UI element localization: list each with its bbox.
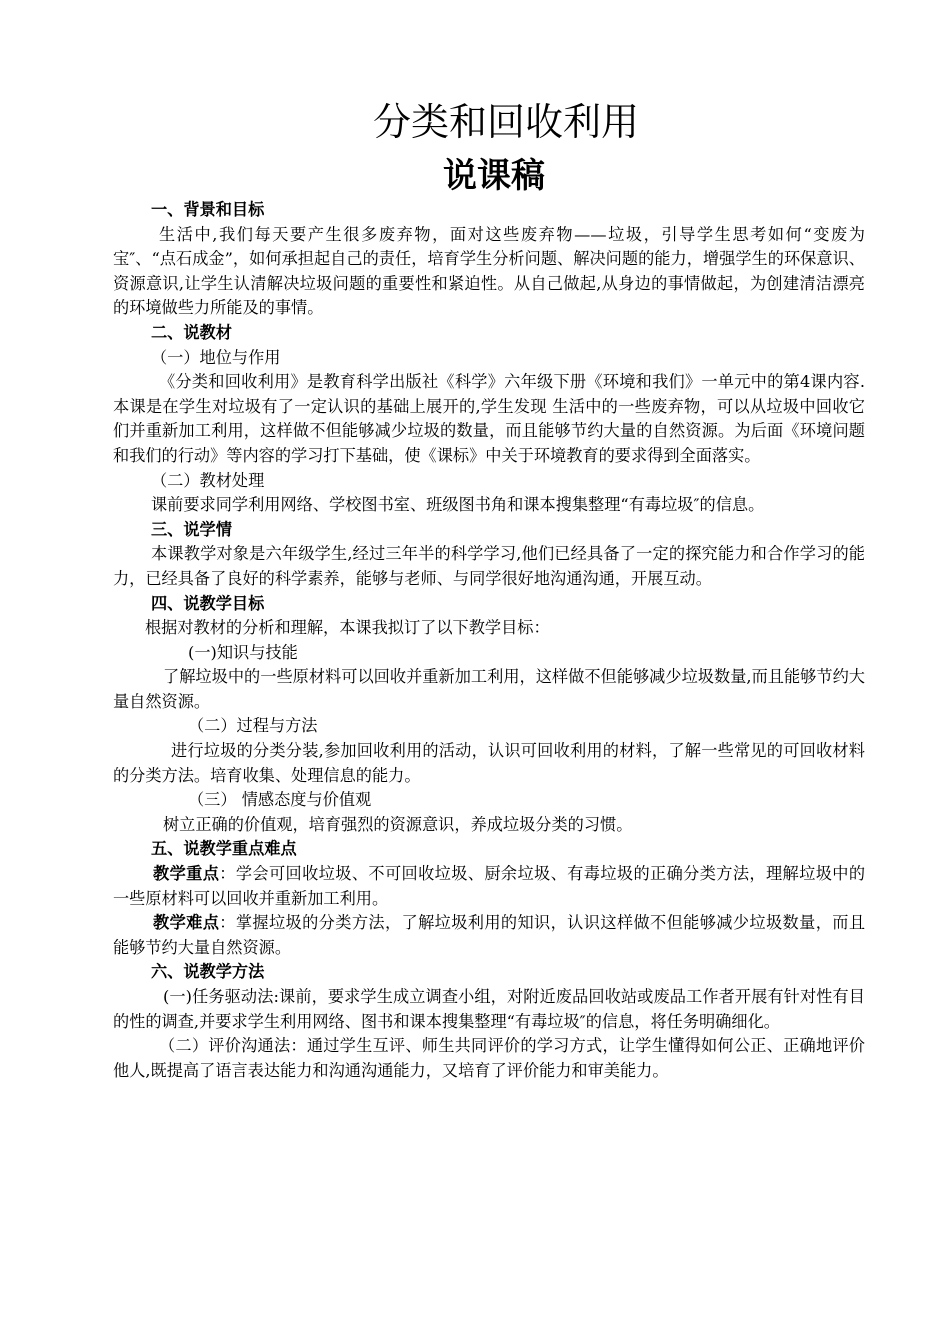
paragraph-students: 本课教学对象是六年级学生,经过三年半的科学学习,他们已经具备了一定的探究能力和合作学习的能力，已经具备了良好的科学素养，能够与老师、与同学很好地沟通沟通，开展互动。: [113, 544, 865, 588]
section-heading-goals: 四、说教学目标: [151, 593, 265, 613]
paragraph-method-evaluation: （二）评价沟通法：通过学生互评、师生共同评价的学习方式，让学生懂得如何公正、正确地评价他人,既提高了语言表达能力和沟通沟通能力，又培育了评价能力和审美能力。: [113, 1036, 865, 1080]
paragraph-knowledge: 了解垃圾中的一些原材料可以回收并重新加工利用，这样做不但能够减少垃圾数量,而且能够节约大量自然资源。: [113, 667, 865, 711]
paragraph-process: 进行垃圾的分类分装,参加回收利用的活动，认识可回收利用的材料，了解一些常见的可回收材料的分类方法。培育收集、处理信息的能力。: [113, 741, 865, 785]
difficulty-text: ：掌握垃圾的分类方法，了解垃圾利用的知识，认识这样做不但能够减少垃圾数量，而且能够节约大量自然资源。: [113, 913, 866, 957]
paragraph-position: 《分类和回收利用》是教育科学出版社《科学》六年级下册《环境和我们》一单元中的第4课内容.本课是在学生对垃圾有了一定认识的基础上展开的,学生发现 生活中的一些废弃物，可以从垃圾中回收它们并重新加工利用，这样做不但能够减少垃圾的数量，而且能够节约大量的自然资源。为后面《环境问题和我们的行动》等内容的学习打下基础，使《课标》中关于环境教育的要求得到全面落实。: [113, 372, 865, 465]
subheading-knowledge: (一)知识与技能: [188, 642, 298, 662]
paragraph-goals-intro: 根据对教材的分析和理解，本课我拟订了以下教学目标：: [145, 618, 550, 638]
paragraph-attitude: 树立正确的价值观，培育强烈的资源意识，养成垃圾分类的习惯。: [163, 814, 633, 834]
paragraph-key-point: [113, 862, 865, 911]
key-point-text: ：学会可回收垃圾、不可回收垃圾、厨余垃圾、有毒垃圾的正确分类方法，理解垃圾中的一些原材料可以回收并重新加工利用。: [113, 864, 866, 908]
section-heading-methods: 六、说教学方法: [151, 962, 265, 982]
section-heading-textbook: 二、说教材: [151, 322, 232, 342]
doc-subtitle: 说课稿: [443, 156, 545, 196]
subheading-position: （一）地位与作用: [151, 347, 281, 367]
paragraph-processing: 课前要求同学利用网络、学校图书室、班级图书角和课本搜集整理“有毒垃圾″的信息。: [151, 495, 765, 515]
doc-title: 分类和回收利用: [372, 100, 639, 144]
section-heading-key-points: 五、说教学重点难点: [151, 839, 297, 859]
section-heading-students: 三、说学情: [151, 519, 232, 539]
subheading-processing: （二）教材处理: [151, 470, 265, 490]
subheading-process: （二）过程与方法: [188, 716, 318, 736]
subheading-attitude: （三） 情感态度与价值观: [188, 790, 372, 810]
section-heading-background: 一、背景和目标: [151, 200, 265, 219]
paragraph-method-task: (一)任务驱动法:课前，要求学生成立调查小组，对附近废品回收站或废品工作者开展有针对性有目的性的调查,并要求学生利用网络、图书和课本搜集整理“有毒垃圾″的信息，将任务明确细化。: [113, 987, 865, 1031]
paragraph-background: 生活中,我们每天要产生很多废弃物，面对这些废弃物——垃圾，引导学生思考如何“变废为宝″、“点石成金”，如何承担起自己的责任，培育学生分析问题、解决问题的能力，增强学生的环保意识、资源意识,让学生认清解决垃圾问题的重要性和紧迫性。从自己做起,从身边的事情做起，为创建清洁漂亮的环境做些力所能及的事情。: [113, 224, 865, 318]
doc-body: [113, 198, 865, 1083]
difficulty-label: 教学难点: [153, 913, 220, 933]
paragraph-difficulty: [113, 911, 865, 960]
key-point-label: 教学重点: [153, 864, 220, 884]
